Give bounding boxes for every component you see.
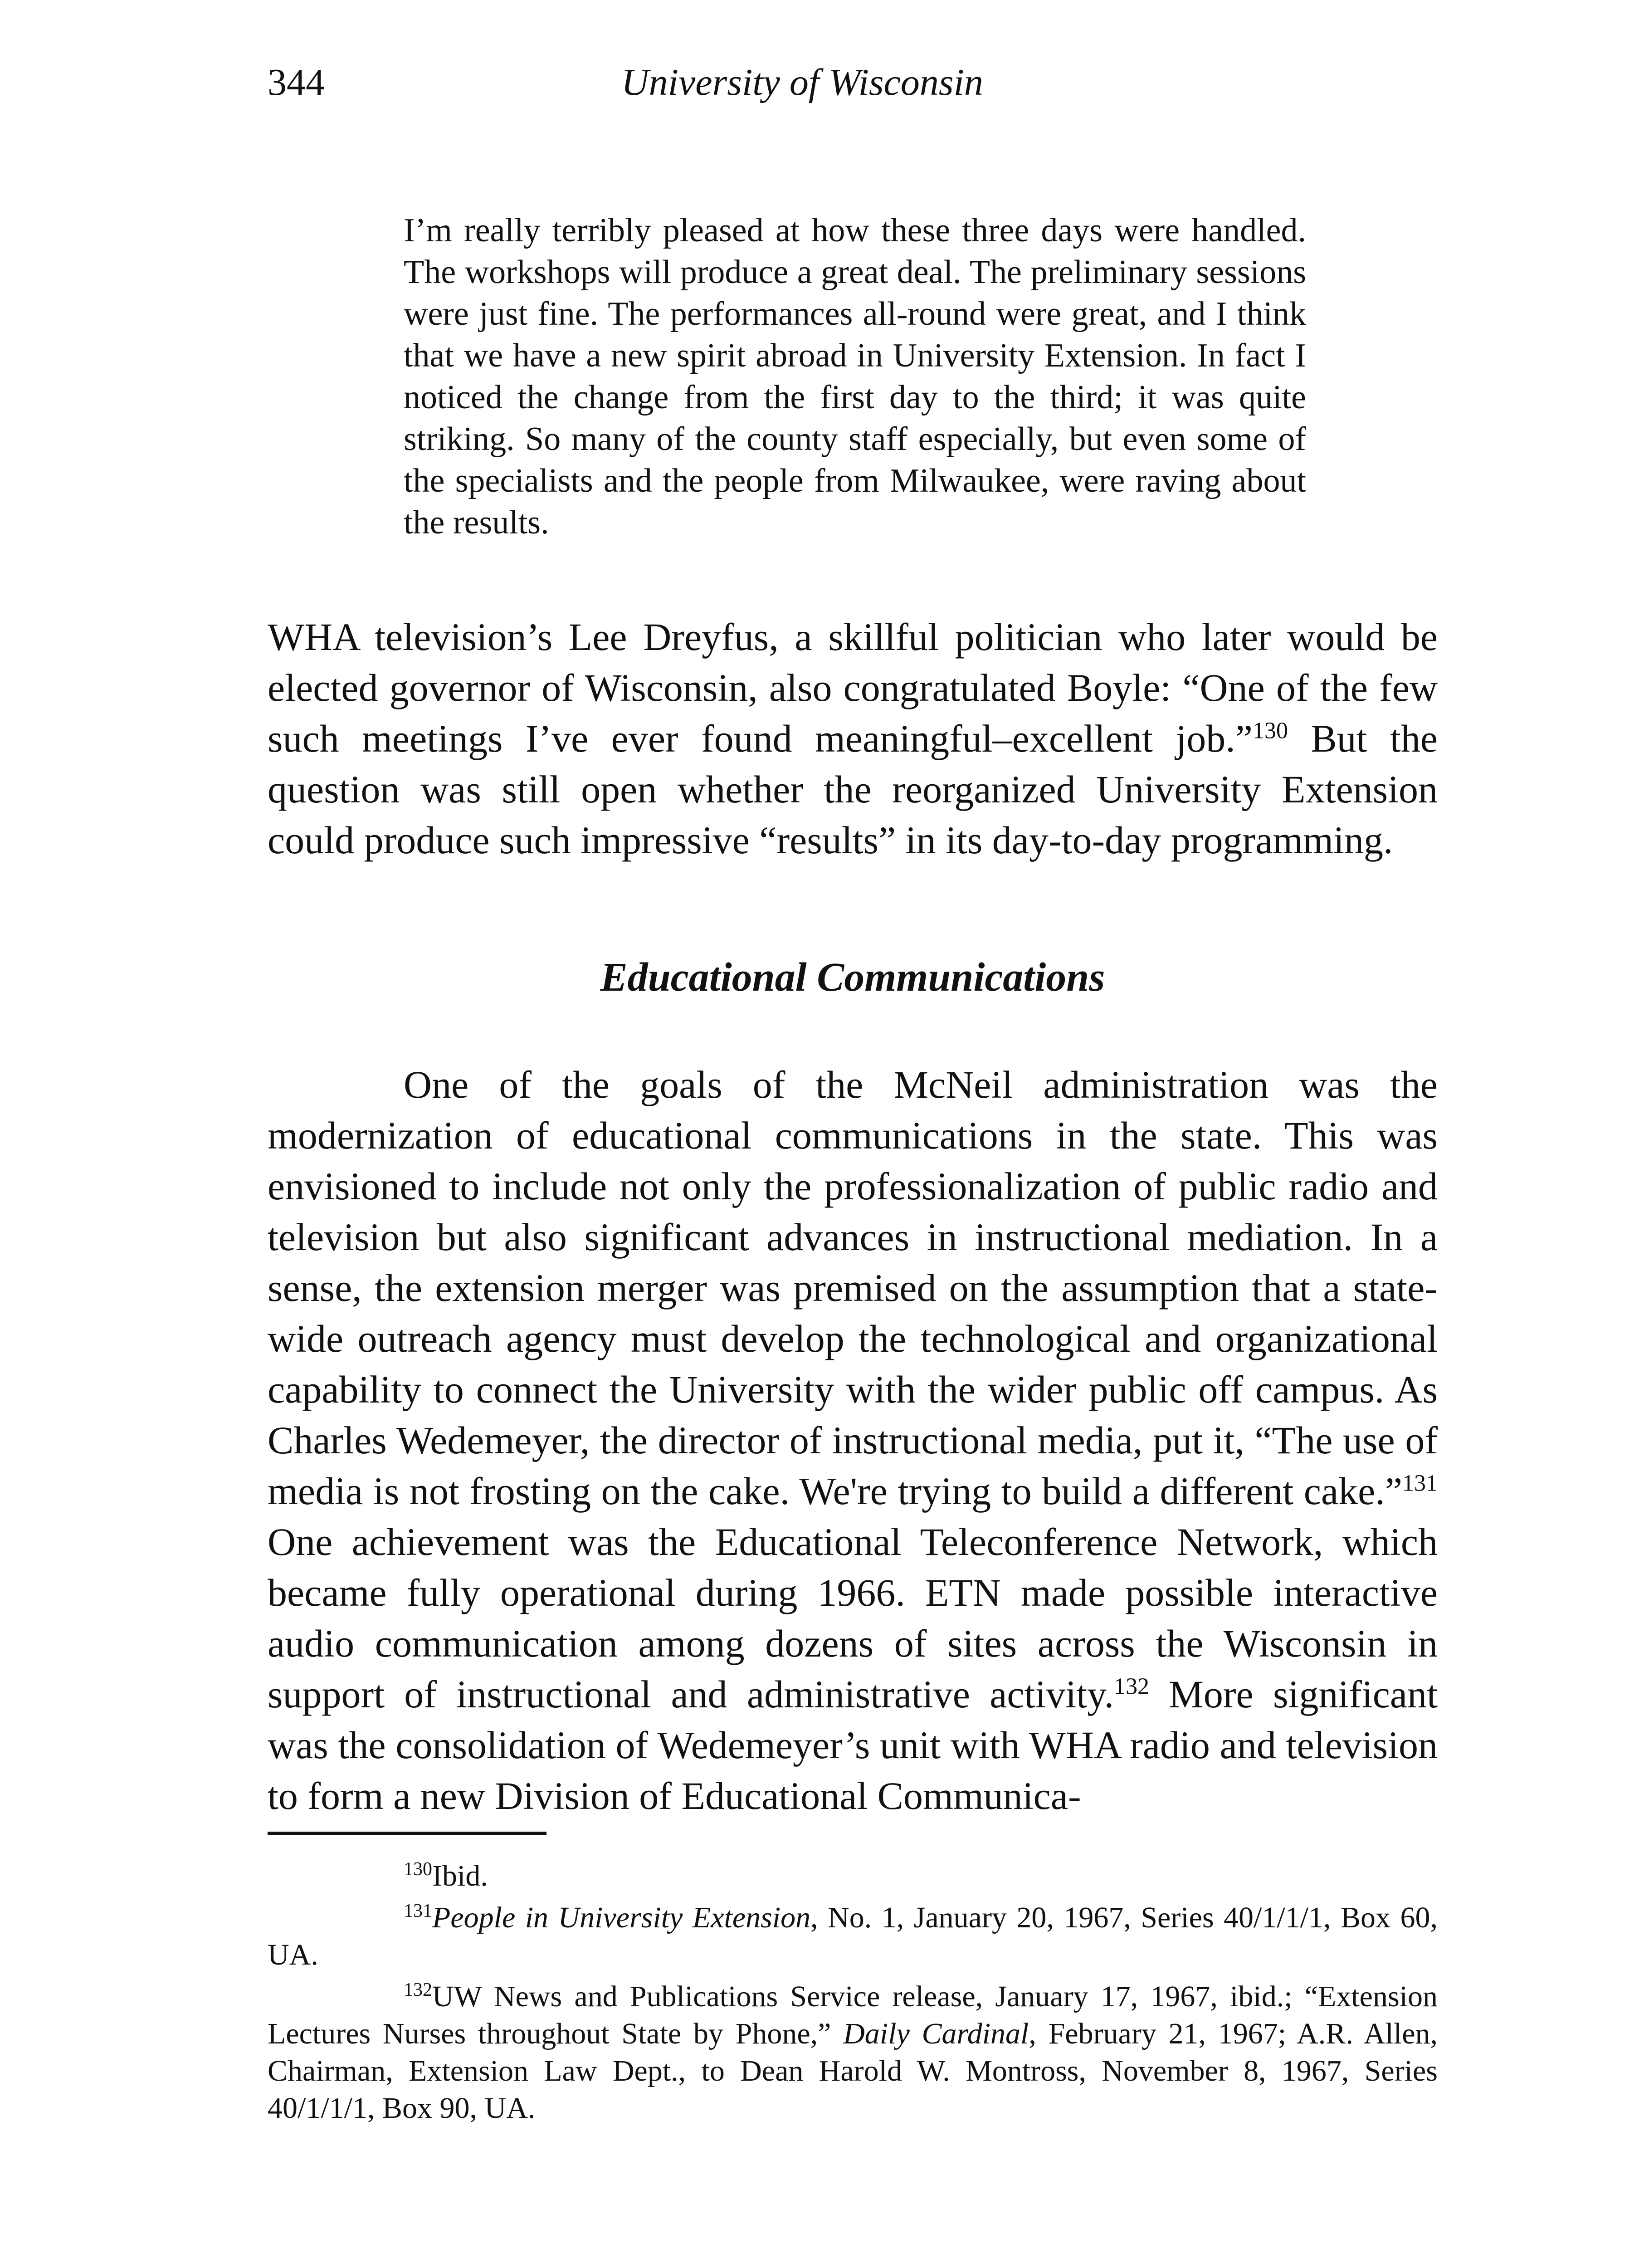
footnote-ref-132[interactable]: 132 [1114, 1673, 1150, 1700]
para2-text-b: One achievement was the Educational Teleconference Network, which became fully operational during 1966. ETN made possible interactive audio communication among dozens of sites across the Wisconsin in support of instructional and administrative activity. [268, 1520, 1438, 1716]
body-paragraph-1 [268, 611, 1438, 865]
footnote-130 [268, 1857, 1438, 1895]
footnote-text: Ibid. [432, 1859, 488, 1892]
body-paragraph-2 [268, 1059, 1438, 1821]
para1-text-b: But the question was still open whether the reorganized University Extension could produce such impressive “results” in its day-to-day programming. [268, 717, 1438, 862]
footnotes [268, 1857, 1438, 2131]
footnote-text: , February 21, 1967; A.R. Allen, Chairman, Extension Law Dept., to Dean Harold W. Montross, November 8, 1967, Series 40/1/1/1, Box 90, UA. [268, 2017, 1438, 2125]
footnote-italic-title: People in University Extension [432, 1901, 811, 1934]
page-number: 344 [268, 61, 325, 103]
footnote-text: , No. 1, January 20, 1967, Series 40/1/1/1, Box 60, UA. [268, 1901, 1438, 1971]
footnote-number: 130 [404, 1859, 432, 1880]
footnote-italic-title: Daily Cardinal [843, 2017, 1029, 2050]
footnote-131 [268, 1899, 1438, 1974]
footnote-132 [268, 1978, 1438, 2127]
footnote-ref-130[interactable]: 130 [1252, 718, 1288, 744]
block-quote: I’m really terribly pleased at how these three days were handled. The workshops will produce a great deal. The preliminary sessions were just fine. The performances all-round were great, and I think that we have a new spirit abroad in University Extension. In fact I noticed the change from the first day to the third; it was quite striking. So many of the county staff especially, but even some of the specialists and the people from Milwaukee, were raving about the results. [404, 212, 1306, 541]
running-head: University of Wisconsin [621, 61, 983, 103]
para2-text-a: One of the goals of the McNeil administration was the modernization of educational communications in the state. This was envisioned to include not only the professionalization of public radio and television but also significant advances in instructional mediation. In a sense, the extension merger was premised on the assumption that a state-wide outreach agency must develop the technological and organizational capability to connect the University with the wider public off campus. As Charles Wedemeyer, the director of instructional media, put it, “The use of media is not frosting on the cake. We're trying to build a different cake.” [268, 1063, 1438, 1513]
footnote-number: 131 [404, 1901, 432, 1921]
footnote-text: UW News and Publications Service release, January 17, 1967, ibid.; “Extension Lectures Nurses throughout State by Phone,” [268, 1980, 1438, 2050]
footnote-number: 132 [404, 1980, 432, 2000]
footnote-divider [268, 1832, 546, 1835]
para2-text-c: More significant was the consolidation of Wedemeyer’s unit with WHA radio and television to form a new Division of Educational Communica- [268, 1672, 1438, 1818]
footnote-ref-131[interactable]: 131 [1402, 1470, 1438, 1496]
section-heading: Educational Communications [600, 955, 1105, 1000]
para1-text-a: WHA television’s Lee Dreyfus, a skillful politician who later would be elected governor of Wisconsin, also congratulated Boyle: “One of the few such meetings I’ve ever found meaningful–excellent job.” [268, 615, 1438, 760]
